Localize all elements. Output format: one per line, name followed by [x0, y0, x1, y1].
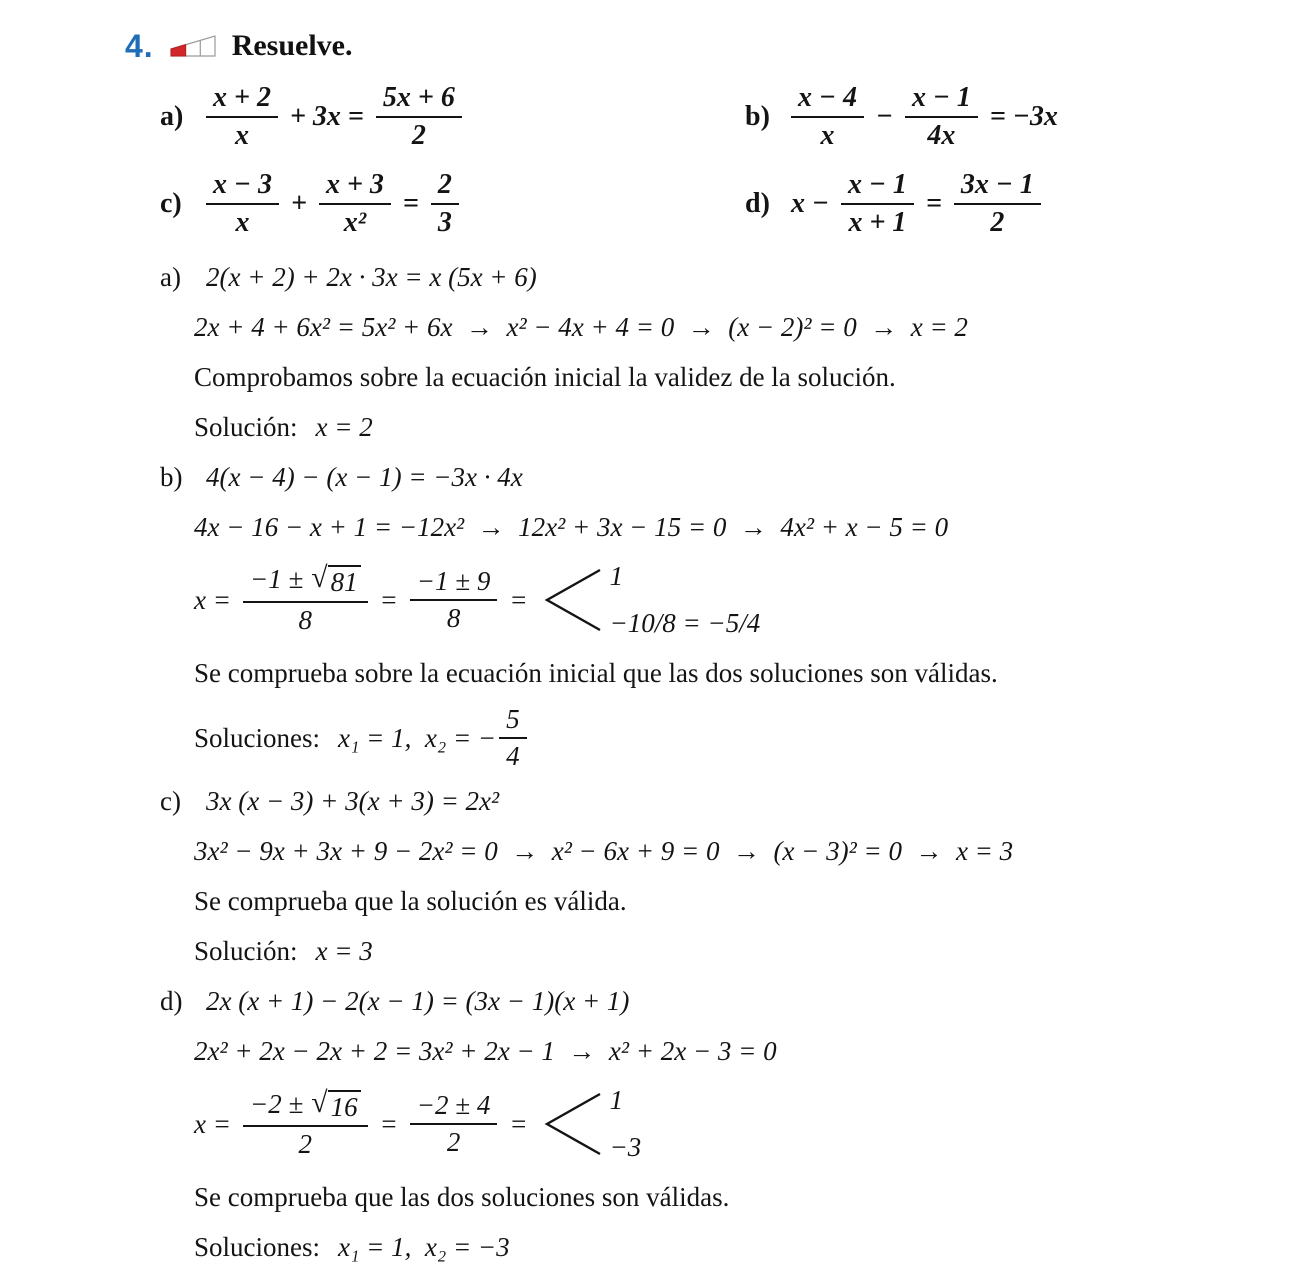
explanation-text: Comprobamos sobre la ecuación inicial la validez de la solución.	[194, 361, 896, 392]
explanation-line	[194, 1178, 1257, 1216]
result-line	[194, 932, 1257, 970]
equation-c	[160, 160, 745, 248]
fraction	[206, 82, 278, 152]
solution-equation: 2x (x + 1) − 2(x − 1) = (3x − 1)(x + 1)	[206, 985, 630, 1016]
radical-sign: √	[311, 1086, 328, 1119]
solution-step	[194, 832, 1257, 870]
solution-label: c)	[160, 785, 181, 816]
result-label: Soluciones:	[194, 1231, 320, 1262]
fraction-denominator: 8	[446, 603, 461, 633]
equation-label: c)	[160, 188, 182, 219]
solution-a	[160, 258, 1257, 446]
fraction-denominator: 4x	[927, 120, 956, 151]
solution-step	[194, 1032, 1257, 1070]
branch-bottom-value: −3	[609, 1132, 642, 1163]
explanation-text: Se comprueba que las dos soluciones son válidas.	[194, 1181, 730, 1212]
fraction	[319, 169, 391, 239]
equation-d	[745, 160, 1257, 248]
equation-a	[160, 78, 745, 156]
fraction-denominator: x²	[343, 207, 367, 238]
fraction-numerator: x − 1	[905, 82, 978, 118]
result-prefix: x₁ = 1, x₂ = −	[338, 722, 497, 753]
result-label: Solución:	[194, 411, 298, 442]
fraction-denominator: x	[234, 120, 249, 151]
quadratic-lhs: x =	[194, 584, 231, 615]
quadratic-lhs: x =	[194, 1108, 231, 1139]
square-root	[311, 562, 360, 598]
equation-rhs: = −3x	[989, 101, 1058, 132]
solution-label: a)	[160, 261, 181, 292]
solution-b	[160, 458, 1257, 772]
solution-c	[160, 782, 1257, 970]
solution-equation: 3x² − 9x + 3x + 9 − 2x² = 0 → x² − 6x + 9 = 0 → (x − 3)² = 0 → x = 3	[194, 835, 1014, 866]
equations-grid	[125, 78, 1257, 248]
fraction-numerator: x − 1	[841, 169, 914, 205]
square-root	[311, 1086, 360, 1123]
fraction-numerator: x − 3	[206, 169, 279, 205]
explanation-line	[194, 358, 1257, 396]
difficulty-level-icon	[170, 34, 216, 58]
fraction	[905, 82, 978, 152]
fraction-numerator	[243, 564, 368, 602]
fraction-numerator: −1 ± 9	[410, 566, 498, 601]
fraction-denominator: x	[235, 207, 250, 238]
branch-fork-icon	[544, 1091, 602, 1157]
equation-b	[745, 78, 1257, 156]
solution-step	[194, 508, 1257, 546]
solution-equation: 2x + 4 + 6x² = 5x² + 6x → x² − 4x + 4 = 0 → (x − 2)² = 0 → x = 2	[194, 311, 968, 342]
fraction	[376, 82, 462, 152]
fraction-denominator: 2	[446, 1127, 461, 1158]
fraction-denominator: 2	[990, 207, 1005, 238]
fraction-numerator: 5x + 6	[376, 82, 462, 118]
fraction	[954, 169, 1041, 239]
branch-values	[610, 560, 761, 640]
fraction-numerator	[243, 1086, 368, 1127]
result-value: x₁ = 1, x₂ = −3	[338, 1231, 510, 1262]
equation-lead: x −	[791, 188, 829, 219]
branch-top-value: 1	[609, 1085, 624, 1116]
fraction-numerator: x + 2	[206, 82, 278, 118]
equals-sign: =	[379, 1108, 398, 1139]
equation-middle: + 3x =	[289, 101, 364, 132]
result-line	[194, 704, 1257, 772]
exercise-header	[125, 24, 1257, 68]
solution-equation: 4x − 16 − x + 1 = −12x² → 12x² + 3x − 15 = 0 → 4x² + x − 5 = 0	[194, 511, 949, 542]
radicand: 81	[328, 565, 361, 598]
equation-label: a)	[160, 101, 184, 132]
fraction-denominator: 8	[298, 604, 313, 635]
quadratic-formula-line	[194, 558, 1257, 642]
explanation-line	[194, 654, 1257, 692]
equation-equals: =	[402, 188, 419, 219]
result-line	[194, 408, 1257, 446]
result-value	[338, 704, 527, 772]
exercise-number: 4.	[125, 27, 154, 64]
radicand: 16	[328, 1090, 361, 1123]
radical-sign: √	[311, 562, 328, 595]
fraction-numerator: 5	[499, 704, 527, 739]
solution-equation: 2x² + 2x − 2x + 2 = 3x² + 2x − 1 → x² + 2x − 3 = 0	[194, 1035, 777, 1066]
branch-fork-icon	[544, 567, 602, 633]
branch-top-value: 1	[609, 561, 624, 591]
result-label: Soluciones:	[194, 722, 320, 753]
solution-equation: 3x (x − 3) + 3(x + 3) = 2x²	[206, 785, 500, 816]
solution-step	[160, 982, 1257, 1020]
equation-operator: −	[875, 101, 893, 132]
fraction	[499, 704, 527, 772]
equals-sign: =	[509, 584, 528, 615]
explanation-text: Se comprueba sobre la ecuación inicial que las dos soluciones son válidas.	[194, 657, 998, 688]
solution-label: b)	[160, 461, 183, 492]
result-value: x = 3	[315, 935, 373, 966]
solution-equation: 4(x − 4) − (x − 1) = −3x · 4x	[206, 461, 523, 492]
branch-bottom-value: −10/8 = −5/4	[609, 608, 761, 638]
solution-step	[194, 308, 1257, 346]
fraction	[206, 169, 279, 239]
fraction-numerator: −2 ± 4	[410, 1090, 498, 1125]
equation-equals: =	[925, 188, 942, 219]
equation-operator: +	[290, 188, 307, 219]
fraction-numerator: 3x − 1	[954, 169, 1041, 205]
fraction-denominator: 3	[437, 207, 452, 238]
solution-d	[160, 982, 1257, 1266]
explanation-text: Se comprueba que la solución es válida.	[194, 885, 627, 916]
equation-label: b)	[745, 101, 770, 132]
quadratic-formula-line	[194, 1082, 1257, 1166]
fraction-denominator: x + 1	[848, 207, 907, 238]
fraction-denominator: 2	[411, 120, 426, 151]
fraction	[410, 566, 498, 634]
fraction-denominator: 2	[298, 1128, 313, 1159]
solution-step	[160, 258, 1257, 296]
solution-label: d)	[160, 985, 183, 1016]
fraction	[841, 169, 914, 239]
branch-values	[610, 1084, 642, 1164]
fraction	[410, 1090, 498, 1158]
fraction-numerator: 2	[431, 169, 459, 205]
solution-equation: 2(x + 2) + 2x · 3x = x (5x + 6)	[206, 261, 537, 292]
solutions-section	[125, 258, 1257, 1266]
numerator-prefix: −2 ±	[249, 1088, 304, 1119]
result-label: Solución:	[194, 935, 298, 966]
explanation-line	[194, 882, 1257, 920]
fraction-numerator: x − 4	[791, 82, 864, 118]
equals-sign: =	[379, 584, 398, 615]
fraction-denominator: x	[820, 120, 835, 151]
exercise-title: Resuelve.	[231, 29, 353, 62]
fraction	[791, 82, 864, 152]
numerator-prefix: −1 ±	[249, 564, 304, 595]
fraction	[243, 564, 368, 635]
fraction	[243, 1086, 368, 1160]
solution-step	[160, 782, 1257, 820]
fraction-denominator: 4	[506, 741, 520, 772]
fraction-numerator: x + 3	[319, 169, 391, 205]
result-value: x = 2	[315, 411, 373, 442]
fraction	[431, 169, 459, 239]
branch-fork	[544, 560, 761, 640]
result-line	[194, 1228, 1257, 1266]
branch-fork	[544, 1084, 642, 1164]
solution-step	[160, 458, 1257, 496]
equation-label: d)	[745, 188, 770, 219]
equals-sign: =	[509, 1108, 528, 1139]
